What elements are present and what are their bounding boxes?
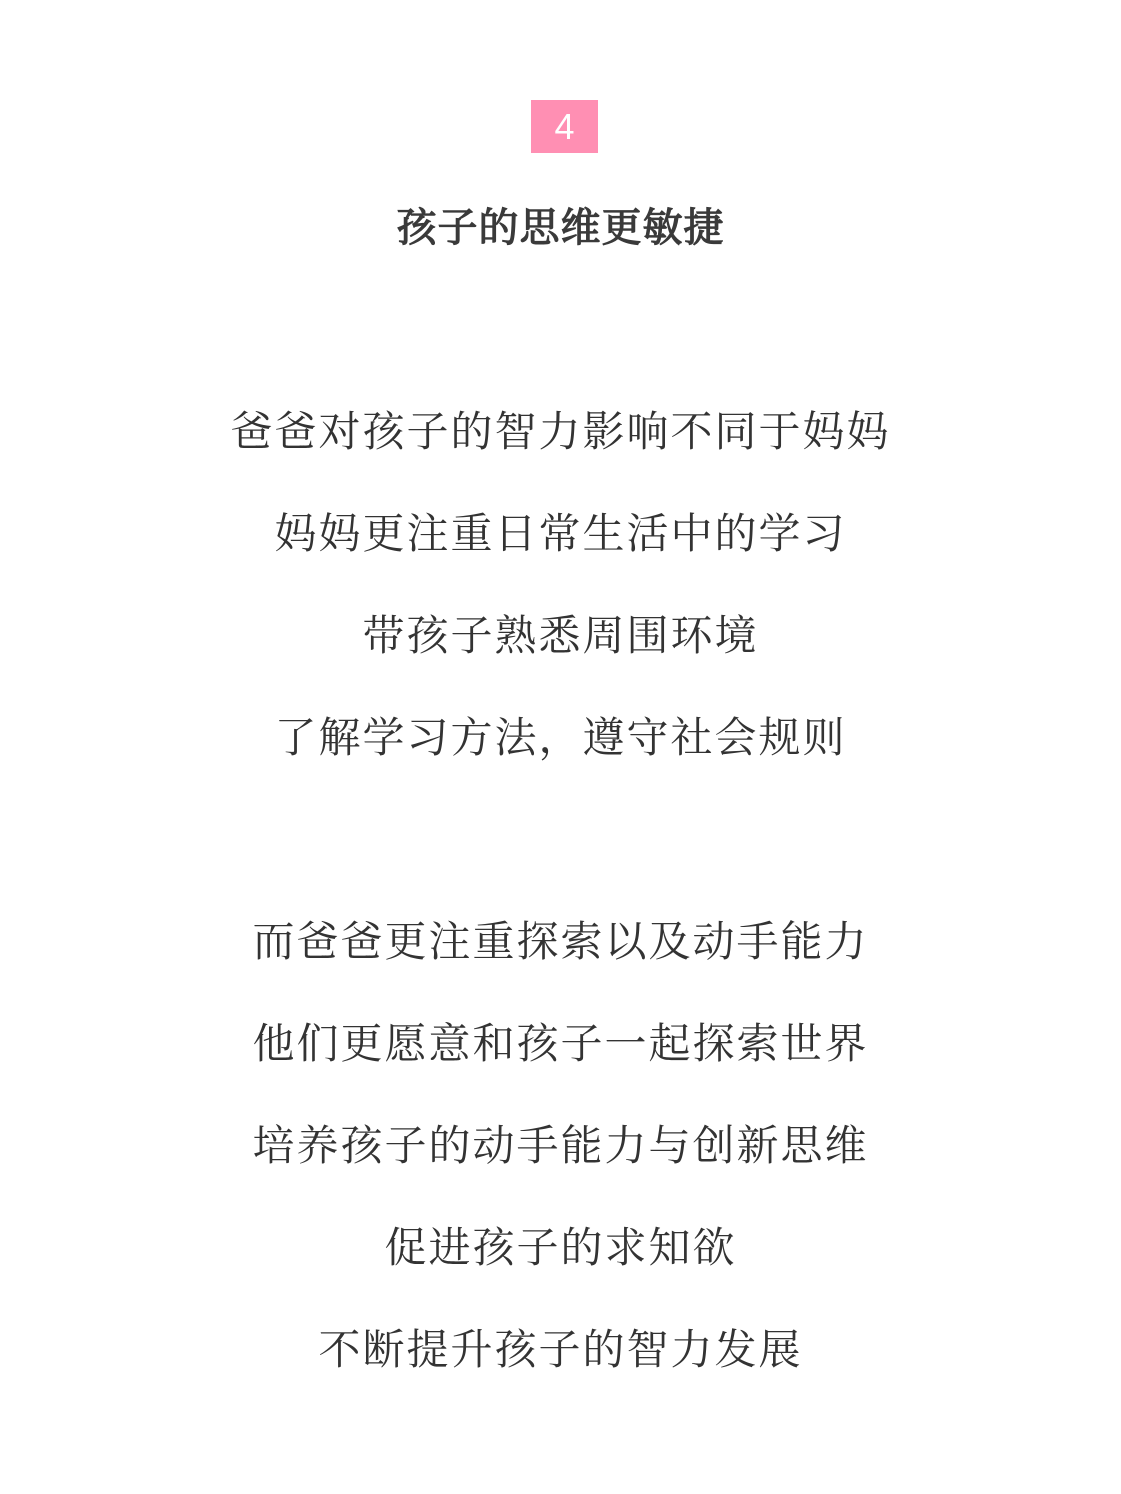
text-line: 促进孩子的求知欲: [384, 1223, 737, 1272]
text-line: 而爸爸更注重探索以及动手能力: [252, 917, 869, 966]
section-heading: 孩子的思维更敏捷: [396, 205, 725, 251]
text-line: 他们更愿意和孩子一起探索世界: [252, 1019, 869, 1068]
text-line: 了解学习方法，遵守社会规则: [274, 713, 847, 762]
section-number-badge: 4: [531, 100, 598, 153]
text-line: 爸爸对孩子的智力影响不同于妈妈: [230, 407, 891, 456]
text-line: 不断提升孩子的智力发展: [318, 1325, 803, 1374]
text-line: 培养孩子的动手能力与创新思维: [252, 1121, 869, 1170]
text-line: 带孩子熟悉周围环境: [362, 611, 759, 660]
text-line: 妈妈更注重日常生活中的学习: [274, 509, 847, 558]
